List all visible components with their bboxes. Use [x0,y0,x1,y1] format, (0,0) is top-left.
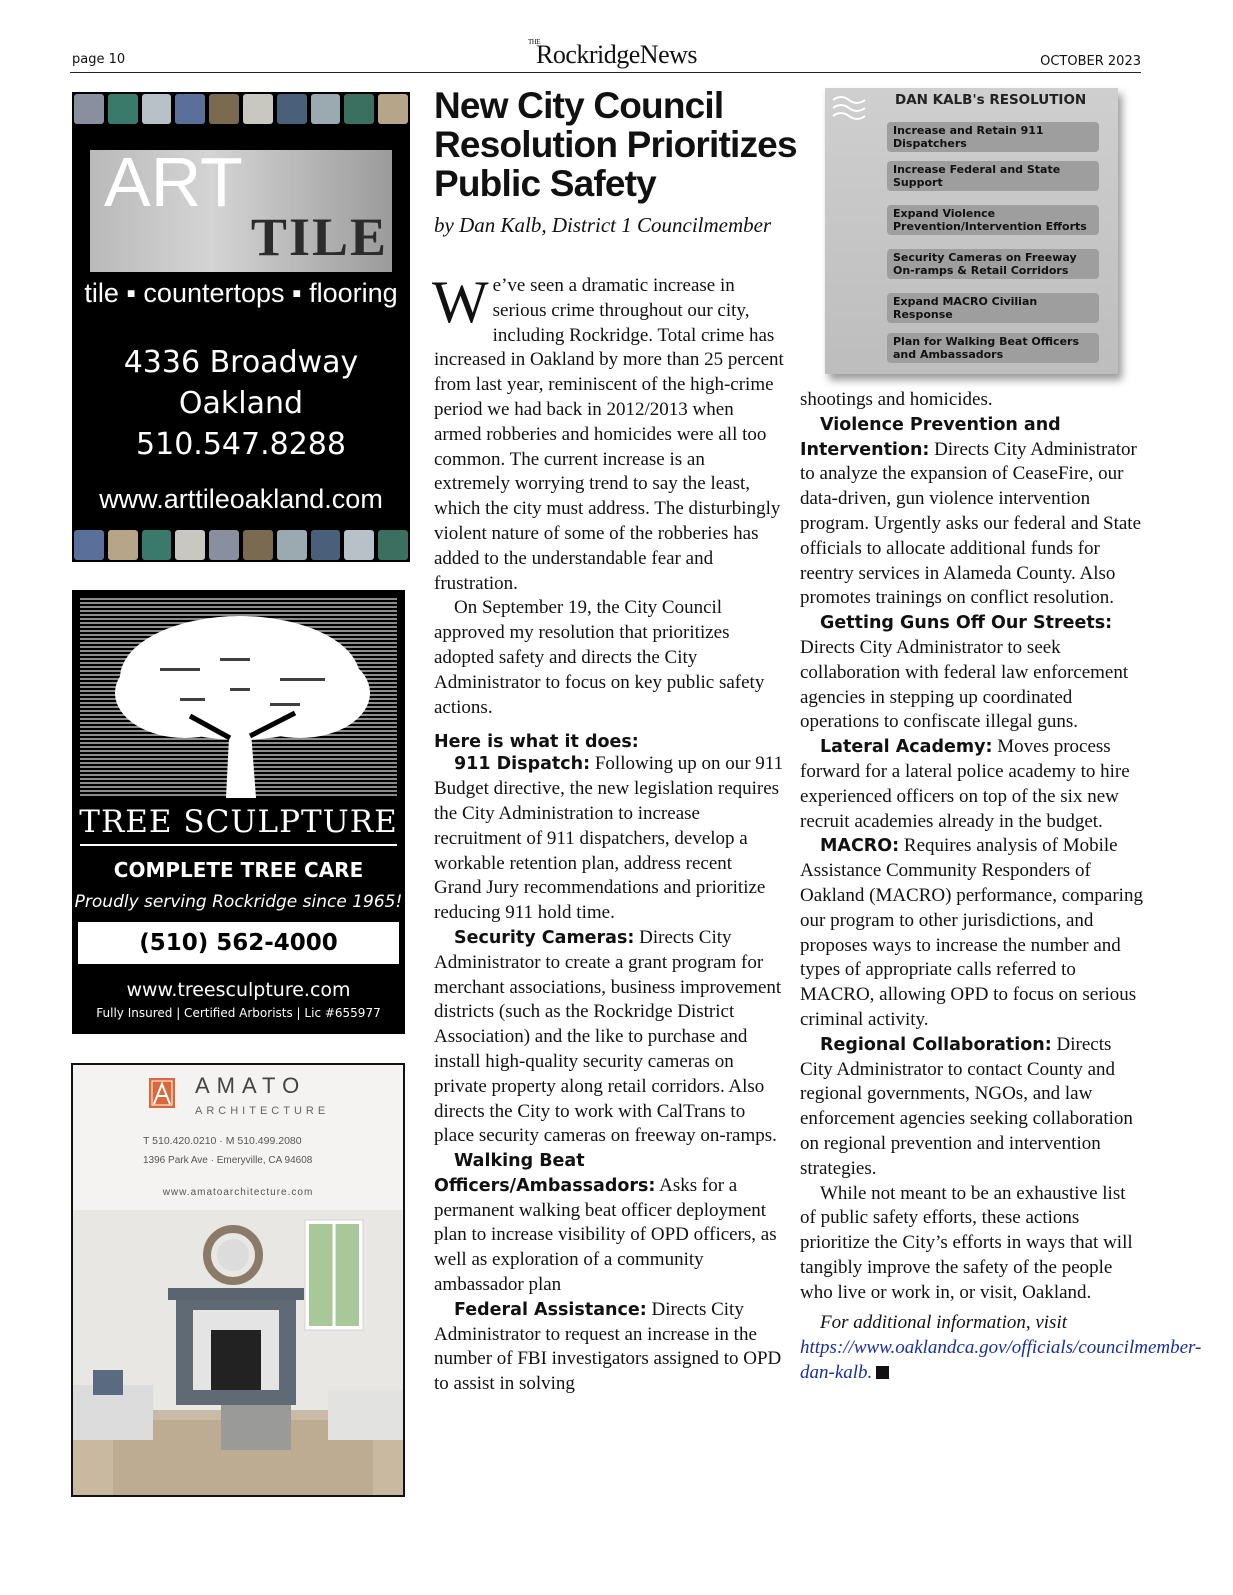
item-label: Getting Guns Off Our Streets: [820,613,1113,634]
tree-phone[interactable]: (510) 562-4000 [78,922,399,964]
art-tile-city: Oakland [178,386,304,421]
item-label: Lateral Academy: [820,737,993,758]
article-item [800,834,1145,1032]
resolution-item: Expand MACRO Civilian Response [887,293,1099,323]
logo-tile-word: TILE [250,207,388,267]
art-tile-address [72,342,410,465]
art-tile-website[interactable]: www.arttileoakland.com [99,484,383,514]
issue-date: OCTOBER 2023 [1040,54,1141,69]
article-item [434,926,784,1149]
article-subhead: Here is what it does: [434,732,639,753]
wave-icon [831,92,881,122]
item-text: Asks for a permanent walking beat officer deployment plan to increase visibility of OPD officers, as well as exploration of a community ambassador plan [434,1174,777,1296]
art-tile-ad[interactable] [72,92,410,562]
tree-since: Proudly serving Rockridge since 1965! [74,892,403,912]
article-byline: by Dan Kalb, District 1 Councilmember [434,213,772,237]
more-info-text: For additional information, visit [820,1312,1068,1334]
article-item [800,413,1145,611]
item-text: Following up on our 911 Budget directive, the new legislation requires the City Administration to increase recruitment of 911 dispatchers, develop a workable retention plan, address recent Grand Jury recommendations and prioritize reducing 911 hold time. [434,753,784,924]
logo-art-word: ART [104,143,243,221]
end-mark [876,1366,889,1379]
item-text: Directs City Administrator to seek collaboration with federal law enforcement agencies in stepping up coordinated operations to confiscate illegal guns. [800,636,1129,733]
tree-sculpture-name: TREE SCULPTURE [79,804,398,840]
tree-license: Fully Insured | Certified Arborists | Lic #655977 [96,1006,381,1020]
art-tile-street: 4336 Broadway [123,345,359,380]
article-paragraph: While not meant to be an exhaustive list of public safety efforts, these actions prioritize the City’s efforts in ways that will tangibly improve the safety of the people who live or work in, or visit, Oakland. [800,1182,1133,1303]
resolution-graphic [825,88,1118,374]
header-rule [70,72,1141,73]
article-item [434,1149,784,1298]
amato-logo-icon [149,1078,175,1108]
item-label: Violence Prevention and Intervention: [800,414,1061,460]
art-tile-tagline: tile ▪ countertops ▪ flooring [84,278,398,308]
article-paragraph: shootings and homicides. [800,389,993,410]
art-tile-phone: 510.547.8288 [136,427,346,462]
item-text: Directs City Administrator to contact County and regional governments, NGOs, and law enforcement agencies seeking collaboration on regional prevention and intervention strategies. [800,1033,1133,1179]
resolution-item: Increase Federal and State Support [887,161,1099,191]
amato-website[interactable]: www.amatoarchitecture.com [162,1187,314,1198]
tree-divider [80,844,397,846]
amato-phones: T 510.420.0210 · M 510.499.2080 [143,1135,302,1147]
paragraph-text: e’ve seen a dramatic increase in serious crime throughout our city, including Rockridge. Total crime has increased in Oakland by more than 25 percent from last year, reminiscent of the high-crime period we had back in 2012/2013 when armed robberies and homicides were all too common. The current increase is an extremely worrying trend to say the least, which the city must address. The disturbingly violent nature of some of the robberies has added to the understandable fear and frustration. [434,275,784,594]
art-tile-logo [90,143,392,272]
tile-border-top [72,92,410,126]
amato-name: AMATO [195,1073,307,1098]
item-text: Directs City Administrator to analyze the expansion of CeaseFire, our data-driven, gun violence intervention program. Urgently asks our federal and State officials to allocate additional funds for reentry services in Alameda County. Also promotes trainings on conflict resolution. [800,438,1142,609]
tree-website[interactable]: www.treesculpture.com [126,979,351,1001]
item-text: Moves process forward for a lateral police academy to hire experienced officers on top of the six new recruit academies already in the budget. [800,736,1130,832]
resolution-item: Expand Violence Prevention/Intervention Efforts [887,205,1099,235]
article-item [800,735,1145,834]
masthead-title: RockridgeNews [535,40,697,69]
amato-subtitle: ARCHITECTURE [195,1105,330,1117]
living-room-photo [73,1210,403,1495]
item-label: 911 Dispatch: [454,754,591,775]
page-number: page 10 [72,52,126,67]
amato-architecture-ad[interactable] [71,1063,405,1497]
tree-sculpture-ad[interactable] [72,590,405,1034]
article-link[interactable]: https://www.oaklandca.gov/officials/councilmember-dan-kalb. [800,1337,1202,1384]
resolution-title: DAN KALB's RESOLUTION [895,92,1087,108]
tree-service: COMPLETE TREE CARE [113,858,364,882]
drop-cap: W [432,269,489,335]
item-label: Walking Beat Officers/Ambassadors: [434,1151,656,1196]
article-paragraph [432,269,784,596]
item-text: Directs City Administrator to request an increase in the number of FBI investigators assigned to OPD to assist in solving [434,1298,782,1395]
item-text: Directs City Administrator to create a grant program for merchant associations, business improvement districts (such as the Rockridge District Association) and the like to purchase and install high-quality security cameras on private property along retail corridors. Also directs the City to work with CalTrans to place security cameras on freeway on-ramps. [434,926,782,1147]
masthead-the: THE [527,38,541,46]
article-item [800,611,1145,735]
article-item [800,1033,1145,1182]
article-item [434,1298,784,1397]
resolution-item: Increase and Retain 911 Dispatchers [887,122,1099,152]
resolution-item: Plan for Walking Beat Officers and Ambassadors [887,333,1099,363]
item-label: Security Cameras: [454,927,635,948]
resolution-item: Security Cameras on Freeway On-ramps & Retail Corridors [887,249,1099,279]
article-item [434,752,784,926]
article-paragraph: On September 19, the City Council approved my resolution that prioritizes adopted safety and directs the City Administrator to focus on key public safety actions. [434,597,765,718]
article-column-2 [800,388,1202,1386]
article-column-1 [432,269,784,1397]
tree-icon [80,598,397,798]
amato-address: 1396 Park Ave · Emeryville, CA 94608 [143,1155,313,1166]
article-more-info [800,1311,1202,1385]
item-label: Regional Collaboration: [820,1034,1052,1055]
tile-border-bottom [72,528,410,562]
article-title: New City Council Resolution Prioritizes Public Safety [434,85,797,204]
item-label: Federal Assistance: [454,1299,647,1320]
item-label: MACRO: [820,836,900,857]
item-text: Requires analysis of Mobile Assistance Community Responders of Oakland (MACRO) performance, comparing our program to other jurisdictions, and proposes ways to increase the number and types of appropriate calls referred to MACRO, allowing OPD to focus on serious criminal activity. [800,835,1143,1030]
